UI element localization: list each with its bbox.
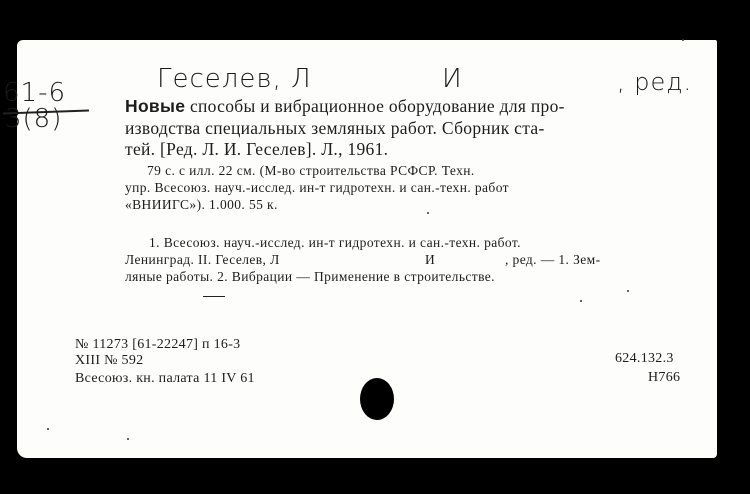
tracing-line-2 [125, 253, 705, 267]
catalog-card [3, 40, 717, 458]
title-line-2: изводства специальных земляных работ. Сборник ста- [125, 118, 545, 138]
classification-author-mark: Н766 [648, 370, 681, 385]
tracing-line-2-a: Ленинград. II. Геселев, Л [125, 252, 280, 267]
speck [427, 212, 429, 214]
publisher-line: Всесоюз. кн. палата 11 IV 61 [75, 371, 255, 386]
classification-udc: 624.132.3 [615, 351, 674, 366]
short-divider [203, 296, 225, 297]
series-number: XIII № 592 [75, 353, 144, 368]
author-handwritten-role: , ред. [617, 68, 693, 96]
speck [47, 428, 49, 430]
call-number-bottom: 3(8) [5, 104, 63, 134]
author-handwritten-surname: Геселев, Л [157, 64, 312, 94]
tracing-line-2-b: И [425, 252, 436, 267]
order-number: № 11273 [61-22247] п 16-3 [75, 337, 241, 352]
title-line-3: тей. [Ред. Л. И. Геселев]. Л., 1961. [125, 139, 389, 159]
call-number-top: 61-6 [3, 78, 67, 108]
title-line-1-text: способы и вибрационное оборудование для про- [185, 96, 565, 116]
collation-line-3: «ВНИИГС»). 1.000. 55 к. [125, 197, 278, 212]
tracing-line-1: 1. Всесоюз. науч.-исслед. ин-т гидротехн. и сан.-техн. работ. [149, 235, 521, 250]
tracing-line-3: ляные работы. 2. Вибрации — Применение в строительстве. [125, 269, 495, 284]
collation-line-1: 79 с. с илл. 22 см. (М-во строительства РСФСР. Техн. [147, 163, 475, 178]
title-line-1 [125, 98, 565, 116]
title-lead-word: Новые [125, 96, 186, 116]
speck [580, 300, 582, 302]
speck [682, 39, 684, 41]
collation-line-2: упр. Всесоюз. науч.-исслед. ин-т гидротехн. и сан.-техн. работ [125, 180, 509, 195]
speck [127, 438, 129, 440]
tracing-line-2-c: , ред. — 1. Зем- [505, 252, 601, 267]
card-punch-hole [360, 378, 394, 420]
author-handwritten-initial: И [442, 64, 463, 94]
speck [627, 290, 629, 292]
